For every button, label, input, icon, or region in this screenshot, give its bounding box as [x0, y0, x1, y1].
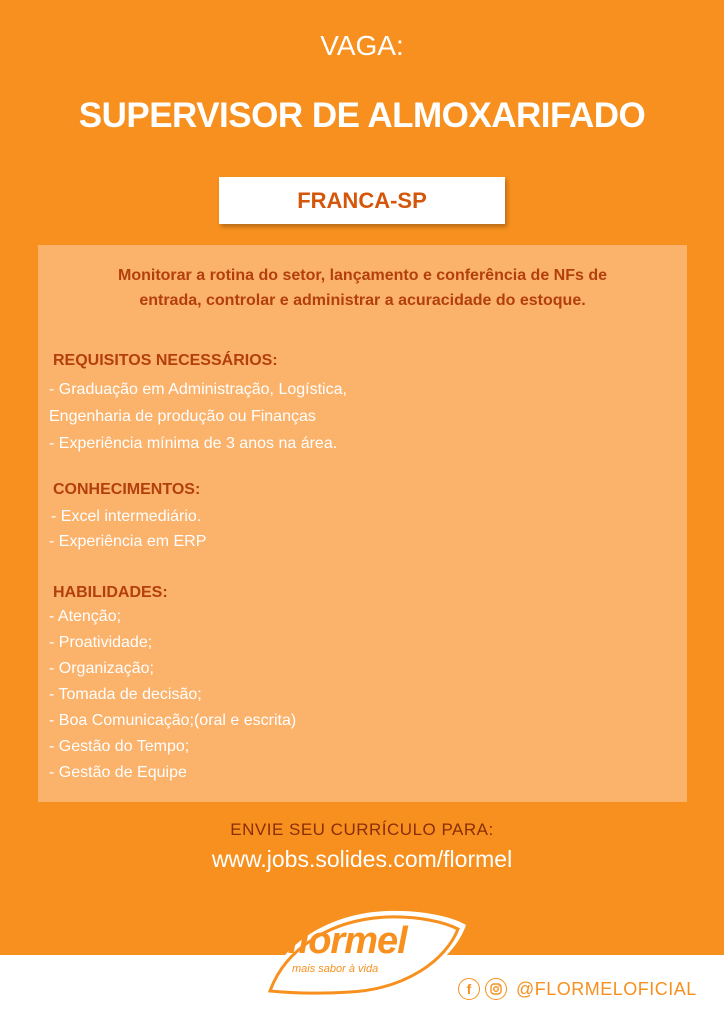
- requisito-line: Engenharia de produção ou Finanças: [49, 408, 316, 425]
- habilidade-line: - Organização;: [49, 660, 154, 677]
- instagram-icon[interactable]: [485, 978, 507, 1000]
- description-line: Monitorar a rotina do setor, lançamento e conferência de NFs de: [118, 267, 607, 284]
- requisitos-heading: REQUISITOS NECESSÁRIOS:: [53, 352, 278, 369]
- conhecimentos-heading: CONHECIMENTOS:: [53, 481, 201, 498]
- habilidades-heading: HABILIDADES:: [53, 584, 168, 601]
- conhecimento-line: - Experiência em ERP: [49, 533, 207, 550]
- location-text: FRANCA-SP: [297, 187, 427, 213]
- logo-name: flormel: [287, 920, 407, 962]
- job-details-panel: [38, 245, 687, 802]
- social-links: [458, 976, 697, 1002]
- application-url[interactable]: www.jobs.solides.com/flormel: [211, 846, 513, 872]
- conhecimento-line: - Excel intermediário.: [51, 508, 202, 525]
- facebook-icon[interactable]: f: [458, 978, 480, 1000]
- habilidade-line: - Gestão de Equipe: [49, 764, 187, 781]
- habilidade-line: - Boa Comunicação;(oral e escrita): [49, 712, 297, 729]
- send-resume-label: ENVIE SEU CURRÍCULO PARA:: [230, 820, 494, 839]
- description-line: entrada, controlar e administrar a acuracidade do estoque.: [139, 292, 586, 309]
- habilidade-line: - Atenção;: [49, 608, 122, 625]
- requisito-line: - Graduação em Administração, Logística,: [49, 381, 347, 398]
- habilidade-line: - Proatividade;: [49, 634, 153, 651]
- vaga-label: VAGA:: [320, 30, 404, 61]
- location-badge: [219, 177, 505, 224]
- logo-tagline: mais sabor à vida: [292, 963, 379, 975]
- job-description: [58, 263, 667, 313]
- habilidade-line: - Tomada de decisão;: [49, 686, 202, 703]
- habilidade-line: - Gestão do Tempo;: [49, 738, 190, 755]
- social-handle[interactable]: @FLORMELOFICIAL: [516, 978, 697, 999]
- requisito-line: - Experiência mínima de 3 anos na área.: [49, 435, 338, 452]
- job-title: SUPERVISOR DE ALMOXARIFADO: [78, 96, 646, 135]
